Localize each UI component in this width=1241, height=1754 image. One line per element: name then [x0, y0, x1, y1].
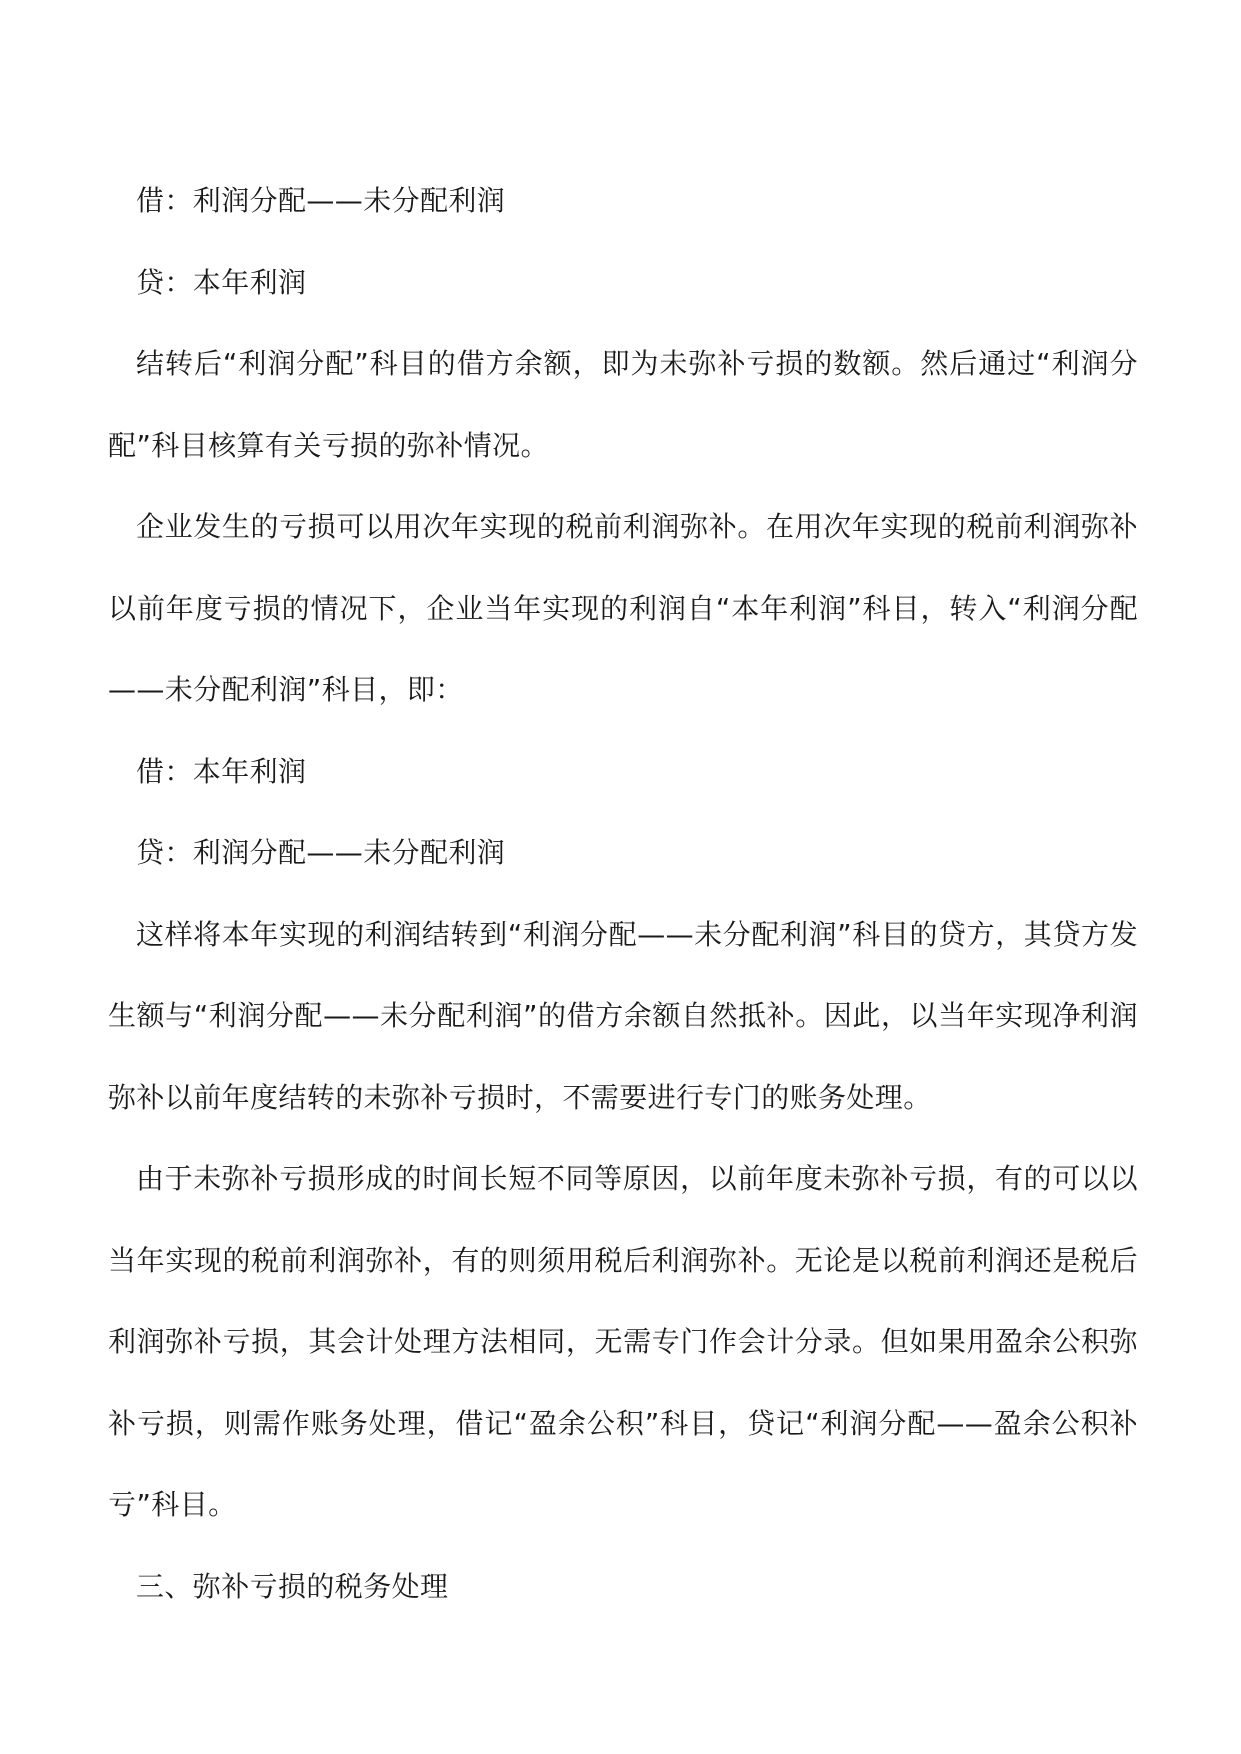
- journal-entry-credit-current-year-profit: 贷：本年利润: [136, 265, 307, 299]
- paragraph-surplus-reserve: 由于未弥补亏损形成的时间长短不同等原因，以前年度未弥补亏损，有的可以以当年实现的税前利润弥补，有的则须用税后利润弥补。无论是以税前利润还是税后利润弥补亏损，其会计处理方法相同，无需专门作会计分录。但如果用盈余公积弥补亏损，则需作账务处理，借记“盈余公积”科目，贷记“利润分配——盈余公积补亏”科目。: [108, 1162, 1138, 1521]
- journal-entry-debit-profit-distribution: 借：利润分配——未分配利润: [136, 184, 506, 217]
- paragraph-pretax-offset: 企业发生的亏损可以用次年实现的税前利润弥补。在用次年实现的税前利润弥补以前年度亏损的情况下，企业当年实现的利润自“本年利润”科目，转入“利润分配——未分配利润”科目，即：: [108, 510, 1138, 706]
- journal-entry-credit-profit-distribution: 贷：利润分配——未分配利润: [136, 836, 506, 869]
- journal-entry-debit-current-year-profit: 借：本年利润: [136, 754, 307, 788]
- section-heading-tax-treatment: 三、弥补亏损的税务处理: [136, 1569, 449, 1603]
- paragraph-transfer-explanation: 结转后“利润分配”科目的借方余额，即为未弥补亏损的数额。然后通过“利润分配”科目核算有关亏损的弥补情况。: [108, 347, 1138, 462]
- document-body: [108, 160, 1138, 1627]
- paragraph-automatic-offset: 这样将本年实现的利润结转到“利润分配——未分配利润”科目的贷方，其贷方发生额与“利润分配——未分配利润”的借方余额自然抵补。因此，以当年实现净利润弥补以前年度结转的未弥补亏损时，不需要进行专门的账务处理。: [108, 917, 1138, 1114]
